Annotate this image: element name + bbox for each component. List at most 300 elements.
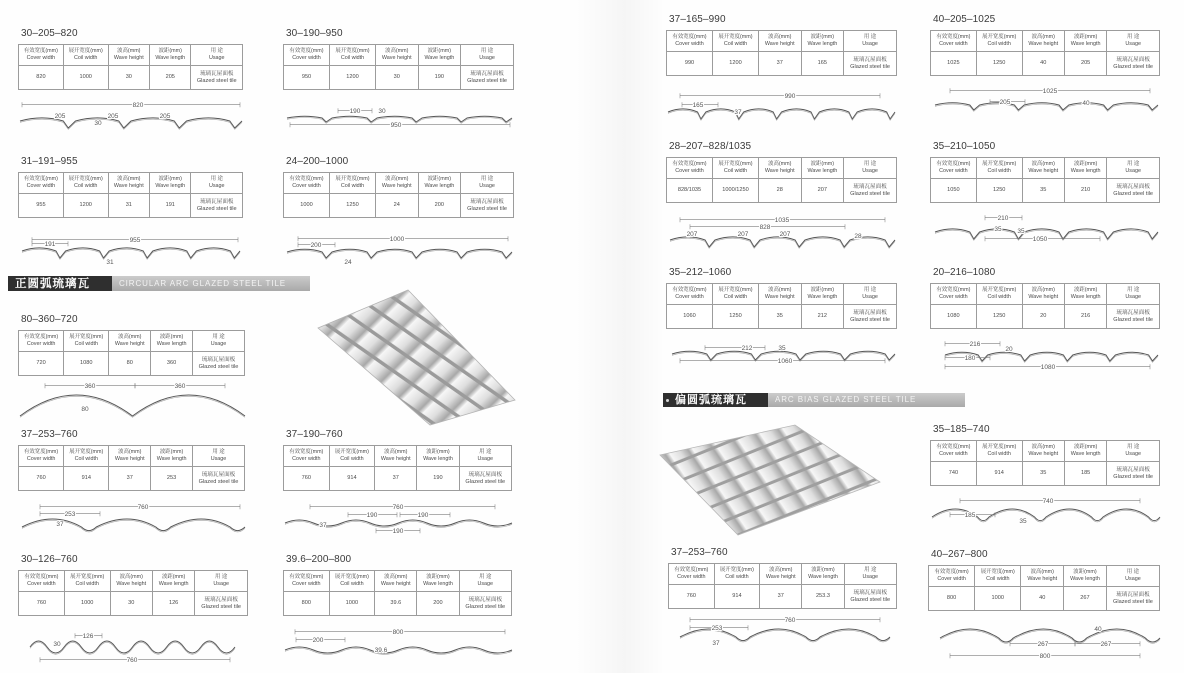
spec-header-cell (801, 284, 844, 305)
dimension-label: 760 (392, 504, 404, 511)
spec-header-row (931, 158, 1160, 179)
profile-diagram (668, 93, 895, 120)
spec-header-row (284, 173, 514, 194)
dimension-label: 1035 (774, 217, 790, 224)
spec-value-wave-length: 205 (1064, 52, 1106, 76)
header-en-label: Usage (479, 55, 495, 61)
spec-value-coil-width: 1000 (329, 592, 375, 616)
header-cn-label: 展开宽度(mm) (982, 161, 1017, 168)
spec-value-cover-width: 800 (284, 592, 330, 616)
section-banner-circular-arc (8, 276, 310, 291)
dimension-label: 253 (64, 511, 76, 518)
header-en-label: Usage (210, 341, 227, 347)
header-en-label: Cover width (292, 581, 321, 587)
product-title: 30–126–760 (21, 554, 78, 565)
header-en-label: Coil width (723, 294, 748, 300)
spec-value-usage (195, 592, 248, 616)
header-cn-label: 有效宽度(mm) (289, 48, 324, 55)
spec-header-cell (195, 571, 248, 592)
spec-header-cell (760, 564, 802, 585)
spec-header-cell (759, 284, 802, 305)
spec-value-usage (1107, 462, 1160, 486)
spec-value-row (931, 52, 1160, 76)
header-en-label: Cover width (26, 456, 56, 462)
header-cn-label: 用 途 (1127, 444, 1140, 451)
header-cn-label: 用 途 (212, 334, 225, 341)
spec-header-cell (667, 158, 713, 179)
spec-value-wave-length: 200 (418, 194, 461, 218)
dimension-label: 35 (778, 345, 786, 352)
usage-en-label: Glazed steel tile (467, 77, 507, 84)
dimension-label: 35 (1017, 228, 1025, 235)
spec-header-row (19, 571, 248, 592)
spec-header-cell (1022, 31, 1064, 52)
header-en-label: Wave height (116, 581, 147, 587)
profile-diagram (935, 88, 1158, 111)
dimension-label: 205 (54, 113, 66, 120)
header-en-label: Wave length (155, 183, 186, 189)
spec-value-row (667, 179, 897, 203)
spec-value-wave-length: 190 (417, 467, 459, 491)
spec-value-cover-width: 760 (669, 585, 715, 609)
usage-cn-label: 琉璃瓦屋面板 (853, 183, 887, 190)
spec-header-cell (1022, 158, 1064, 179)
spec-table (18, 445, 245, 491)
header-en-label: Wave length (807, 294, 838, 300)
header-en-label: Usage (862, 41, 878, 47)
header-en-label: Wave height (114, 341, 145, 347)
spec-value-coil-width: 1000/1250 (713, 179, 759, 203)
header-cn-label: 波距(mm) (811, 567, 835, 574)
spec-value-usage (1107, 179, 1160, 203)
header-en-label: Wave length (1070, 168, 1101, 174)
spec-header-cell (19, 331, 64, 352)
spec-value-coil-width: 1250 (330, 194, 376, 218)
spec-header-cell (931, 284, 977, 305)
spec-table (18, 570, 248, 616)
profile-diagram (672, 345, 895, 365)
usage-en-label: Glazed steel tile (850, 316, 890, 323)
usage-cn-label: 琉璃瓦屋面板 (1116, 56, 1150, 63)
spec-header-cell (713, 31, 759, 52)
header-en-label: Wave length (423, 581, 453, 587)
spec-header-row (667, 158, 897, 179)
header-en-label: Wave height (380, 581, 411, 587)
spec-value-wave-height: 35 (1022, 462, 1064, 486)
header-cn-label: 用 途 (1127, 161, 1140, 168)
spec-header-row (19, 45, 243, 66)
spec-header-cell (1107, 31, 1160, 52)
profile-line-inner (940, 630, 1160, 643)
spec-table (18, 44, 243, 90)
spec-header-cell (1022, 441, 1064, 462)
header-en-label: Cover width (677, 574, 706, 580)
spec-value-wave-height: 39.6 (375, 592, 417, 616)
spec-header-row (667, 31, 897, 52)
dimension-label: 190 (392, 528, 404, 535)
header-cn-label: 波距(mm) (159, 449, 184, 456)
header-en-label: Cover width (27, 581, 56, 587)
product-title: 80–360–720 (21, 314, 78, 325)
spec-value-cover-width: 760 (284, 467, 330, 491)
spec-header-cell (64, 331, 109, 352)
spec-header-cell (1107, 284, 1160, 305)
spec-value-coil-width: 1200 (330, 66, 376, 90)
spec-value-usage (1106, 587, 1159, 611)
header-cn-label: 用 途 (1127, 34, 1140, 41)
spec-value-wave-height: 30 (110, 592, 152, 616)
header-en-label: Coil width (74, 456, 98, 462)
spec-value-coil-width: 914 (976, 462, 1022, 486)
spec-table (283, 445, 512, 491)
spec-value-wave-length: 210 (1064, 179, 1106, 203)
header-en-label: Cover width (26, 341, 56, 347)
dimension-label: 190 (366, 512, 378, 519)
product-title: 31–191–955 (21, 156, 78, 167)
spec-table (283, 172, 514, 218)
spec-value-cover-width: 828/1035 (667, 179, 713, 203)
header-en-label: Coil width (74, 55, 98, 61)
spec-header-cell (459, 446, 511, 467)
spec-value-row (667, 52, 897, 76)
header-cn-label: 波高(mm) (768, 287, 792, 294)
header-cn-label: 展开宽度(mm) (68, 48, 103, 55)
header-en-label: Cover width (675, 168, 704, 174)
header-en-label: Wave height (764, 294, 795, 300)
header-en-label: Wave length (423, 456, 453, 462)
header-cn-label: 用 途 (212, 449, 225, 456)
header-en-label: Wave length (156, 456, 187, 462)
spec-value-usage (844, 305, 897, 329)
header-en-label: Cover width (675, 41, 704, 47)
dimension-label: 1000 (389, 236, 405, 243)
spec-value-cover-width: 1060 (667, 305, 713, 329)
spec-header-cell (284, 173, 330, 194)
spec-value-wave-height: 40 (1022, 52, 1064, 76)
spec-header-cell (150, 45, 191, 66)
header-en-label: Wave height (381, 183, 412, 189)
spec-header-cell (191, 173, 243, 194)
spec-value-row (669, 585, 897, 609)
spec-header-row (667, 284, 897, 305)
spec-header-cell (801, 31, 844, 52)
spec-header-row (284, 45, 514, 66)
profile-diagram (940, 626, 1160, 660)
usage-cn-label: 琉璃瓦屋面板 (468, 471, 503, 478)
dimension-label: 210 (997, 215, 1009, 222)
header-cn-label: 展开宽度(mm) (70, 574, 105, 581)
spec-value-wave-height: 37 (759, 52, 802, 76)
dimension-label: 37 (319, 522, 327, 529)
header-cn-label: 有效宽度(mm) (289, 449, 324, 456)
spec-value-wave-height: 28 (759, 179, 802, 203)
product-title: 40–267–800 (931, 549, 988, 560)
spec-value-coil-width: 1000 (975, 587, 1021, 611)
product-title: 30–205–820 (21, 28, 78, 39)
usage-en-label: Glazed steel tile (465, 478, 506, 485)
header-cn-label: 有效宽度(mm) (24, 574, 59, 581)
spec-value-wave-height: 30 (376, 66, 419, 90)
dimension-label: 37 (734, 109, 742, 116)
header-cn-label: 波高(mm) (768, 34, 792, 41)
spec-header-cell (150, 173, 191, 194)
dimension-label: 28 (854, 233, 862, 240)
spec-value-wave-height: 80 (109, 352, 151, 376)
header-en-label: Wave height (114, 456, 145, 462)
product-title: 20–216–1080 (933, 267, 996, 278)
spec-header-cell (714, 564, 760, 585)
usage-en-label: Glazed steel tile (465, 603, 506, 610)
profile-diagram (20, 383, 245, 417)
header-en-label: Cover width (939, 41, 968, 47)
header-cn-label: 波高(mm) (769, 567, 793, 574)
usage-en-label: Glazed steel tile (1113, 598, 1153, 605)
spec-header-cell (1064, 566, 1107, 587)
spec-header-cell (1107, 158, 1160, 179)
spec-header-cell (329, 446, 375, 467)
profile-line (285, 647, 512, 653)
header-en-label: Wave length (424, 55, 455, 61)
usage-cn-label: 琉璃瓦屋面板 (853, 589, 888, 596)
product-title: 40–205–1025 (933, 14, 996, 25)
header-cn-label: 展开宽度(mm) (68, 176, 103, 183)
header-en-label: Wave height (1028, 168, 1059, 174)
spec-value-coil-width: 1200 (713, 52, 759, 76)
dimension-label: 1060 (777, 358, 793, 365)
spec-value-coil-width: 914 (64, 467, 109, 491)
dimension-label: 205 (999, 99, 1011, 106)
spec-value-cover-width: 1080 (931, 305, 977, 329)
header-en-label: Wave height (113, 183, 144, 189)
spec-value-wave-length: 212 (801, 305, 844, 329)
spec-header-cell (110, 571, 152, 592)
profile-diagram (287, 236, 512, 266)
spec-value-cover-width: 990 (667, 52, 713, 76)
header-en-label: Cover width (292, 55, 321, 61)
dimension-label: 1080 (1040, 364, 1056, 371)
dimension-label: 30 (53, 641, 61, 648)
header-en-label: Usage (1125, 294, 1141, 300)
header-cn-label: 用 途 (864, 567, 877, 574)
header-cn-label: 有效宽度(mm) (24, 334, 59, 341)
header-cn-label: 波距(mm) (1073, 287, 1098, 294)
header-cn-label: 有效宽度(mm) (24, 449, 59, 456)
spec-value-wave-height: 24 (376, 194, 419, 218)
header-en-label: Wave length (808, 574, 838, 580)
spec-value-row (929, 587, 1160, 611)
header-cn-label: 有效宽度(mm) (672, 161, 707, 168)
spec-header-cell (284, 446, 330, 467)
spec-value-row (284, 592, 512, 616)
spec-value-usage (459, 592, 511, 616)
spec-header-row (931, 441, 1160, 462)
header-cn-label: 波距(mm) (426, 574, 450, 581)
spec-header-cell (844, 31, 897, 52)
header-en-label: Wave length (1070, 294, 1101, 300)
spec-value-row (284, 194, 514, 218)
header-cn-label: 用 途 (1126, 569, 1140, 576)
spec-table (666, 157, 897, 203)
usage-en-label: Glazed steel tile (850, 596, 891, 603)
header-cn-label: 用 途 (210, 176, 223, 183)
dimension-label: 40 (1082, 100, 1090, 107)
spec-header-cell (19, 45, 64, 66)
usage-en-label: Glazed steel tile (1113, 63, 1154, 70)
spec-header-row (931, 31, 1160, 52)
header-cn-label: 波距(mm) (426, 449, 450, 456)
header-cn-label: 展开宽度(mm) (982, 444, 1017, 451)
dimension-label: 267 (1037, 641, 1049, 648)
header-en-label: Usage (862, 168, 878, 174)
header-cn-label: 有效宽度(mm) (672, 34, 707, 41)
header-cn-label: 展开宽度(mm) (718, 287, 753, 294)
spec-value-cover-width: 820 (19, 66, 64, 90)
dimension-label: 1025 (1042, 88, 1058, 95)
spec-value-wave-height: 35 (1022, 179, 1064, 203)
header-cn-label: 有效宽度(mm) (936, 444, 971, 451)
spec-value-wave-height: 20 (1022, 305, 1064, 329)
header-cn-label: 展开宽度(mm) (69, 449, 104, 456)
header-cn-label: 波高(mm) (768, 161, 792, 168)
header-en-label: Coil width (987, 451, 1011, 457)
spec-header-cell (1064, 441, 1106, 462)
header-cn-label: 有效宽度(mm) (674, 567, 709, 574)
spec-header-cell (108, 45, 149, 66)
spec-header-cell (109, 331, 151, 352)
usage-en-label: Glazed steel tile (1113, 316, 1154, 323)
header-en-label: Usage (862, 574, 879, 580)
spec-header-cell (976, 158, 1022, 179)
usage-cn-label: 琉璃瓦屋面板 (468, 596, 503, 603)
spec-value-wave-length: 267 (1064, 587, 1107, 611)
dimension-label: 207 (779, 231, 791, 238)
header-en-label: Usage (477, 581, 494, 587)
header-en-label: Wave height (113, 55, 144, 61)
header-en-label: Wave height (764, 41, 795, 47)
header-cn-label: 有效宽度(mm) (934, 569, 969, 576)
dimension-label: 216 (969, 341, 981, 348)
header-en-label: Wave length (1070, 576, 1100, 582)
spec-header-row (929, 566, 1160, 587)
spec-value-usage (192, 467, 244, 491)
spec-value-wave-length: 253 (151, 467, 193, 491)
spec-value-usage (461, 194, 514, 218)
dimension-label: 37 (712, 640, 720, 647)
header-en-label: Wave length (155, 55, 186, 61)
spec-table (930, 30, 1160, 76)
header-cn-label: 有效宽度(mm) (936, 34, 971, 41)
spec-header-cell (284, 45, 330, 66)
spec-value-row (19, 592, 248, 616)
dimension-label: 180 (964, 355, 976, 362)
spec-value-usage (844, 179, 897, 203)
dimension-label: 37 (56, 521, 64, 528)
spec-table (930, 440, 1160, 486)
header-cn-label: 波距(mm) (158, 176, 182, 183)
dimension-label: 191 (44, 241, 56, 248)
spec-header-cell (802, 564, 844, 585)
usage-cn-label: 琉璃瓦屋面板 (199, 70, 234, 77)
spec-table (930, 283, 1160, 329)
section-title-en: ARC BIAS GLAZED STEEL TILE (768, 393, 965, 407)
profile-line (668, 109, 895, 119)
spec-value-wave-height: 40 (1021, 587, 1064, 611)
header-en-label: Coil width (725, 574, 749, 580)
dimension-label: 190 (349, 108, 361, 115)
spec-value-wave-length: 200 (417, 592, 459, 616)
header-cn-label: 波高(mm) (1031, 287, 1055, 294)
spec-header-row (931, 284, 1160, 305)
spec-table (283, 570, 512, 616)
spec-header-cell (192, 331, 244, 352)
spec-value-wave-length: 190 (418, 66, 461, 90)
header-cn-label: 有效宽度(mm) (936, 161, 971, 168)
spec-header-cell (64, 571, 110, 592)
spec-header-cell (669, 564, 715, 585)
spec-table (930, 157, 1160, 203)
usage-en-label: Glazed steel tile (1113, 190, 1154, 197)
spec-header-cell (975, 566, 1021, 587)
spec-value-wave-length: 253.3 (802, 585, 844, 609)
header-cn-label: 有效宽度(mm) (672, 287, 707, 294)
spec-value-cover-width: 955 (19, 194, 64, 218)
dimension-label: 35 (1019, 518, 1027, 525)
usage-en-label: Glazed steel tile (196, 77, 237, 84)
spec-header-cell (19, 446, 64, 467)
spec-header-cell (109, 446, 151, 467)
spec-value-row (284, 467, 512, 491)
spec-header-cell (376, 45, 419, 66)
spec-value-coil-width: 1000 (63, 66, 108, 90)
spec-value-coil-width: 1250 (976, 52, 1022, 76)
spec-header-cell (759, 31, 802, 52)
product-title: 39.6–200–800 (286, 554, 352, 565)
dimension-label: 828 (759, 224, 771, 231)
header-cn-label: 波高(mm) (119, 574, 143, 581)
tile-sheet-illustration-bias (660, 425, 880, 535)
dimension-label: 800 (392, 629, 404, 636)
usage-en-label: Glazed steel tile (467, 205, 507, 212)
spec-value-row (931, 462, 1160, 486)
header-cn-label: 用 途 (863, 34, 877, 41)
spec-value-wave-height: 30 (108, 66, 149, 90)
spec-value-cover-width: 760 (19, 592, 65, 616)
header-cn-label: 用 途 (1127, 287, 1140, 294)
profile-diagram (670, 217, 895, 248)
tile-sheet-illustration-circular (318, 290, 515, 425)
spec-value-wave-length: 191 (150, 194, 191, 218)
header-en-label: Wave length (158, 581, 189, 587)
section-title-cn: 偏圆弧琉璃瓦 (673, 393, 768, 407)
profile-diagram (680, 617, 890, 647)
header-cn-label: 用 途 (863, 161, 877, 168)
spec-header-cell (1064, 158, 1106, 179)
header-en-label: Coil width (340, 55, 365, 61)
header-cn-label: 展开宽度(mm) (334, 574, 369, 581)
header-en-label: Coil width (74, 183, 98, 189)
product-title: 37–165–990 (669, 14, 726, 25)
dimension-label: 200 (310, 242, 322, 249)
spec-header-cell (191, 45, 243, 66)
header-en-label: Coil width (723, 41, 748, 47)
header-cn-label: 波距(mm) (810, 161, 834, 168)
spec-value-coil-width: 914 (714, 585, 760, 609)
usage-en-label: Glazed steel tile (196, 205, 237, 212)
dimension-label: 185 (964, 512, 976, 519)
dimension-label: 205 (159, 113, 171, 120)
spec-value-usage (844, 585, 896, 609)
header-cn-label: 波距(mm) (810, 34, 834, 41)
